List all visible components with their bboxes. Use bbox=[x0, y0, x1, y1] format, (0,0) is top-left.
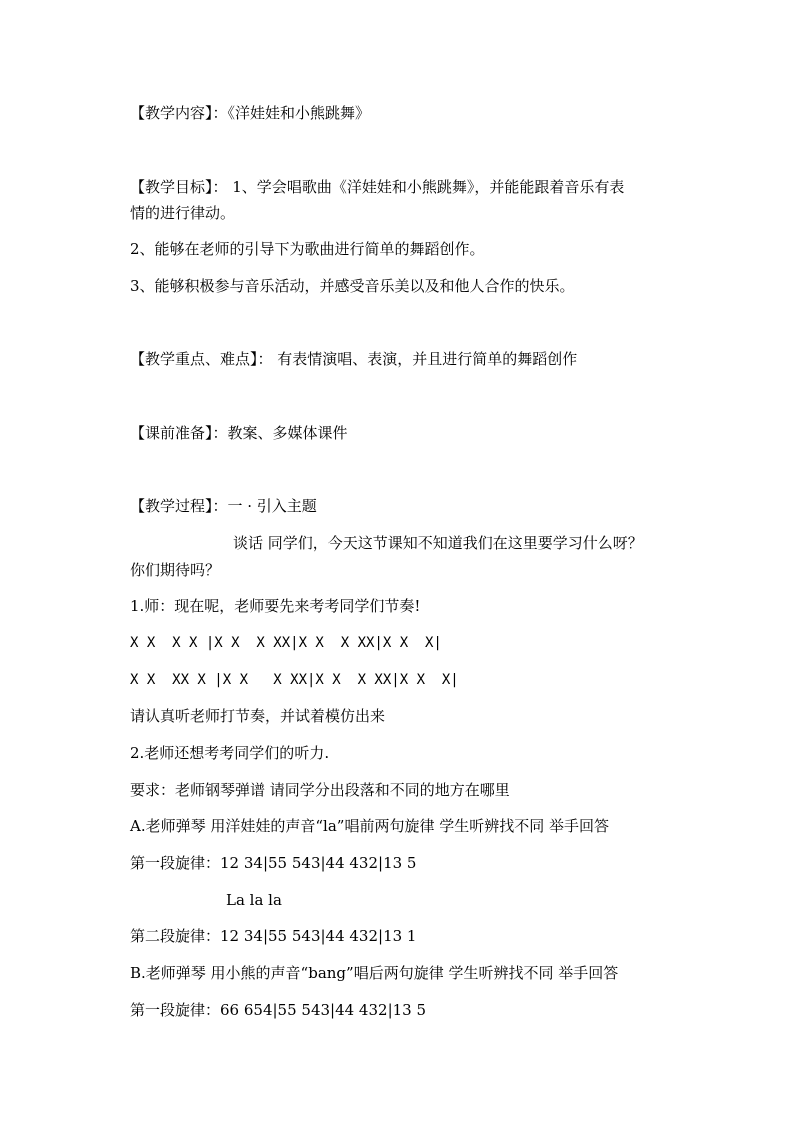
teaching-goal-1: 【教学目标】： 1、学会唱歌曲《洋娃娃和小熊跳舞》，并能能跟着音乐有表 bbox=[130, 178, 625, 196]
talk-line-cont: 你们期待吗？ bbox=[130, 561, 221, 579]
preparation: 【课前准备】：教案、多媒体课件 bbox=[130, 424, 348, 442]
part-a-melody-1: 第一段旋律：12 34|55 543|44 432|13 5 bbox=[130, 854, 417, 872]
teaching-process: 【教学过程】：一 · 引入主题 bbox=[130, 497, 317, 515]
imitate-line: 请认真听老师打节奏，并试着模仿出来 bbox=[130, 707, 386, 725]
step-1: 1.师：现在呢，老师要先来考考同学们节奏! bbox=[130, 597, 421, 615]
rhythm-line-2: X X XX X |X X X XX|X X X XX|X X X| bbox=[130, 672, 459, 688]
part-a-line: A.老师弹琴 用洋娃娃的声音“la”唱前两句旋律 学生听辨找不同 举手回答 bbox=[130, 817, 609, 835]
teaching-content: 【教学内容】：《洋娃娃和小熊跳舞》 bbox=[130, 104, 371, 122]
key-points: 【教学重点、难点】： 有表情演唱、表演，并且进行简单的舞蹈创作 bbox=[130, 350, 578, 368]
talk-line: 谈话 同学们，今天这节课知不知道我们在这里要学习什么呀？ bbox=[233, 534, 643, 552]
part-a-melody-2: 第二段旋律：12 34|55 543|44 432|13 1 bbox=[130, 927, 417, 945]
step-2: 2.老师还想考考同学们的听力. bbox=[130, 744, 330, 762]
part-b-line: B.老师弹琴 用小熊的声音“bang”唱后两句旋律 学生听辨找不同 举手回答 bbox=[130, 964, 619, 982]
teaching-goal-3: 3、能够积极参与音乐活动，并感受音乐美以及和他人合作的快乐。 bbox=[130, 277, 575, 295]
lalala-line: La la la bbox=[226, 891, 282, 909]
teaching-goal-2: 2、能够在老师的引导下为歌曲进行简单的舞蹈创作。 bbox=[130, 240, 485, 258]
requirement: 要求：老师钢琴弹谱 请同学分出段落和不同的地方在哪里 bbox=[130, 781, 510, 799]
rhythm-line-1: X X X X |X X X XX|X X X XX|X X X| bbox=[130, 635, 442, 651]
teaching-goal-1-cont: 情的进行律动。 bbox=[130, 204, 236, 222]
part-b-melody-1: 第一段旋律：66 654|55 543|44 432|13 5 bbox=[130, 1001, 427, 1019]
